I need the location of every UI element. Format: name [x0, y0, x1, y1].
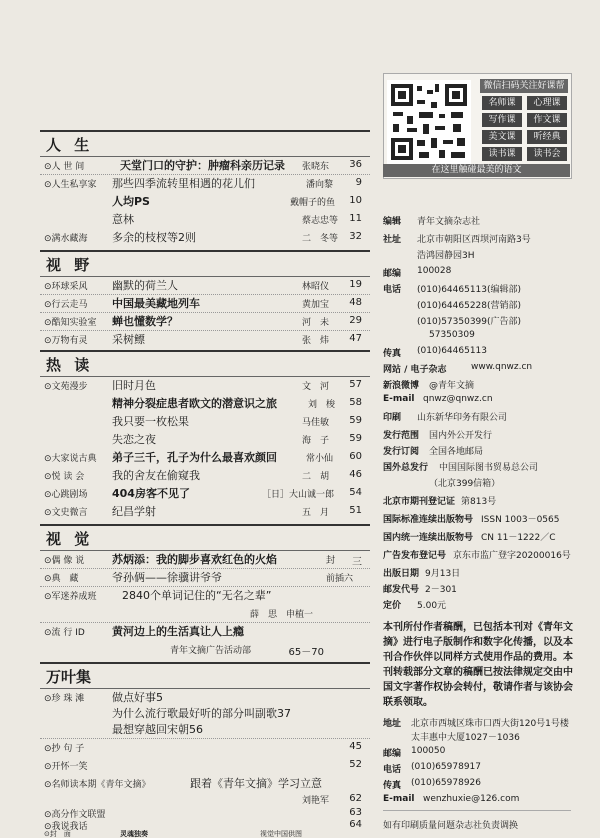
author: 马佳敏	[302, 418, 330, 428]
article-title: 为什么流行歌最好听的部分叫副歌37	[112, 707, 291, 720]
contact-email: E-mail wenzhuxie@126.com	[383, 794, 520, 804]
author: 二 胡	[302, 472, 330, 482]
page-number: 45	[349, 741, 362, 752]
tag-item[interactable]: 心理课	[527, 96, 567, 110]
column-label: ⊙环球采风	[44, 282, 88, 292]
column-label: ⊙封 面	[44, 830, 71, 838]
column-label: ⊙高分作文联盟	[44, 810, 106, 820]
tag-item[interactable]: 写作课	[482, 113, 522, 127]
article-title: 幽默的荷兰人	[112, 279, 178, 292]
section-title: 万叶集	[46, 668, 92, 686]
toc-row[interactable]	[40, 720, 370, 739]
toc-row[interactable]	[40, 294, 370, 313]
column-label: ⊙心跳剧场	[44, 490, 88, 500]
page-number: 58	[349, 397, 362, 408]
column-label: ⊙万物有灵	[44, 336, 88, 346]
column-label: ⊙开怀一笑	[44, 762, 88, 772]
author: 常小仙	[306, 454, 334, 464]
page-number: 65－70	[288, 647, 324, 658]
author: 戴帽子的鱼	[290, 198, 336, 208]
article-title: 多余的枝杈等2则	[112, 231, 196, 244]
page-number: 57	[349, 379, 362, 390]
article-title: 意林	[112, 213, 134, 226]
toc-row[interactable]	[40, 330, 370, 348]
tag-item[interactable]: 读书会	[527, 147, 567, 161]
author: 蔡志忠等	[302, 216, 339, 226]
column-label: ⊙行云走马	[44, 300, 88, 310]
info-cn: 国内统一连续出版物号 CN 11－1222／C	[383, 533, 556, 543]
info-overseas: 国外总发行 中国国际图书贸易总公司	[383, 463, 539, 473]
section-header-vision	[40, 250, 370, 277]
page-number: 59	[349, 433, 362, 444]
contact-phone: 电话 (010)65978917	[383, 762, 482, 775]
tag-item[interactable]: 听经典	[527, 130, 567, 144]
author: 张 炜	[302, 336, 330, 346]
article-title: 做点好事5	[112, 691, 163, 704]
qr-title: 微信扫码关注好课帮	[480, 79, 568, 93]
info-price: 定价 5.00元	[383, 601, 447, 611]
article-title: 2840个单词记住的“无名之辈”	[122, 589, 272, 602]
page-number: 60	[349, 451, 362, 462]
toc-row[interactable]	[40, 312, 370, 331]
author: 林昭仪	[302, 282, 330, 292]
toc-row[interactable]	[40, 228, 370, 246]
article-title: 我的舍友在偷窥我	[112, 469, 200, 482]
contact-address: 地址 北京市西城区珠市口西大街120号1号楼	[383, 719, 569, 729]
toc-row	[40, 604, 370, 623]
article-title: 最想穿越回宋朝56	[112, 723, 203, 736]
toc-row[interactable]	[40, 210, 370, 228]
toc-row	[40, 640, 370, 658]
section-header-wanyeji	[40, 662, 370, 689]
page-number: 62	[349, 793, 362, 804]
page-number: 59	[349, 415, 362, 426]
page-number: 29	[349, 315, 362, 326]
page-number: 10	[349, 195, 362, 206]
author: ［日］大山诚一郎	[262, 490, 335, 500]
toc-row[interactable]	[40, 276, 370, 295]
page-number: 51	[349, 505, 362, 516]
tag-item[interactable]: 读书课	[482, 147, 522, 161]
page-number: 47	[349, 333, 362, 344]
section-header-life	[40, 130, 370, 157]
article-title: 中国最美藏地列车	[112, 297, 200, 310]
section-title: 视 觉	[46, 530, 94, 548]
article-title: 爷孙俩——徐骥讲爷爷	[112, 571, 222, 584]
toc-row[interactable]	[40, 192, 370, 210]
contact-fax: 传真 (010)65978926	[383, 778, 482, 791]
article-title: 黄河边上的生活真让人上瘾	[112, 625, 244, 638]
column-label: ⊙大家说古典	[44, 454, 97, 464]
article-title: 404房客不见了	[112, 487, 190, 500]
article-title: 失恋之夜	[112, 433, 156, 446]
page-number: 32	[349, 231, 362, 242]
page-number: 54	[349, 487, 362, 498]
author: 张晓东	[302, 162, 330, 172]
page-number: 48	[349, 297, 362, 308]
page-number: 19	[349, 279, 362, 290]
page-number: 63	[349, 807, 362, 818]
info-subscription: 发行订阅 全国各地邮局	[383, 447, 484, 457]
column-label: ⊙典 藏	[44, 574, 79, 584]
quality-footer: 如有印刷质量问题杂志社负责调换	[383, 821, 519, 831]
info-printer: 印刷 山东新华印务有限公司	[383, 413, 508, 423]
column-label: ⊙文史微言	[44, 508, 88, 518]
author: 海 子	[302, 436, 330, 446]
column-label: ⊙名师读本期《青年文摘》	[44, 780, 151, 790]
author: 青年文摘广告活动部	[170, 646, 252, 656]
toc-row[interactable]	[40, 174, 370, 192]
author: 二 冬等	[302, 234, 339, 244]
column-label: ⊙人生私享家	[44, 180, 97, 190]
article-title: 弟子三千，孔子为什么最喜欢颜回	[112, 451, 277, 464]
qr-code-icon[interactable]	[387, 80, 475, 164]
section-header-visual	[40, 524, 370, 551]
toc-row[interactable]	[40, 376, 370, 394]
page-number: 11	[349, 213, 362, 224]
toc-row[interactable]	[40, 412, 370, 430]
author: 五 月	[302, 508, 330, 518]
article-title: 跟着《青年文摘》学习立意	[190, 777, 322, 790]
info-editor: 编辑 青年文摘杂志社	[383, 217, 481, 227]
toc-row[interactable]	[40, 586, 370, 604]
article-title: 纪昌学射	[112, 505, 156, 518]
toc-row[interactable]	[40, 502, 370, 520]
qr-footer: 在这里触碰最美的语文	[383, 164, 570, 177]
author: 黄加宝	[302, 300, 330, 310]
article-title: 旧时月色	[112, 379, 156, 392]
column-label: ⊙文苑漫步	[44, 382, 88, 392]
copyright-notice: 本刊所付作者稿酬，已包括本刊对《青年文摘》进行电子版制作和数字化传播，以及本刊合作伙伴以同样方式使用作品的费用。本刊转载部分文章的稿酬已按法律规定交由中国文字著作权协会转付，敬请作者与该协会联系领取。	[383, 622, 573, 708]
page-number: 46	[349, 469, 362, 480]
section-title: 热 读	[46, 356, 94, 374]
info-weibo: 新浪微博 @青年文摘	[383, 381, 475, 391]
article-title: 苏炳添：我的脚步喜欢红色的火焰	[112, 553, 277, 566]
author: 潘向黎	[306, 180, 334, 190]
toc-row[interactable]	[40, 448, 370, 466]
article-title: 人均PS	[112, 195, 150, 208]
column-label: ⊙我说我话	[44, 822, 88, 832]
article-title: 天堂门口的守护：肿瘤科亲历记录	[120, 159, 285, 172]
column-label: ⊙悦 读 会	[44, 472, 85, 482]
toc-row[interactable]	[40, 394, 370, 412]
column-label: ⊙偶 像 说	[44, 556, 85, 566]
tag-item[interactable]: 名师课	[482, 96, 522, 110]
author: 刘艳军	[302, 796, 330, 806]
author: 河 未	[302, 318, 330, 328]
info-pub-date: 出版日期 9月13日	[383, 569, 461, 579]
article-title: 蝉也懂数学？	[112, 315, 178, 328]
info-phone: 电话 (010)64465113(编辑部)	[383, 285, 522, 295]
article-title: 采树鳔	[112, 333, 145, 346]
toc-row[interactable]	[40, 466, 370, 484]
author: 文 河	[302, 382, 330, 392]
info-postal-code: 邮发代号 2－301	[383, 585, 457, 595]
column-label: ⊙人 世 间	[44, 162, 85, 172]
contact-postcode: 邮编 100050	[383, 746, 446, 759]
author: 封	[326, 556, 336, 566]
page-number: 36	[349, 159, 362, 170]
article-title: 我只要一枚松果	[112, 415, 189, 428]
info-registration: 北京市期刊登记证 第813号	[383, 497, 497, 507]
section-title: 人 生	[46, 136, 94, 154]
toc-row[interactable]	[40, 756, 370, 774]
page-number: 64	[349, 819, 362, 830]
toc-row[interactable]	[40, 484, 370, 502]
author: 刘 梭	[308, 400, 336, 410]
section-header-hot-reads	[40, 350, 370, 377]
page-number: 52	[349, 759, 362, 770]
column-label: ⊙珍 珠 滩	[44, 694, 85, 704]
toc-row[interactable]	[40, 550, 370, 569]
column-label: ⊙满水藏海	[44, 234, 88, 244]
tag-item[interactable]: 作文课	[527, 113, 567, 127]
article-title: 精神分裂症患者欧文的潜意识之旅	[112, 397, 277, 410]
info-website: 网站 / 电子杂志 www.qnwz.cn	[383, 362, 533, 375]
info-postcode: 邮编 100028	[383, 266, 452, 279]
toc-row[interactable]	[40, 430, 370, 448]
author: 视觉中国供图	[260, 830, 302, 838]
toc-row[interactable]	[40, 156, 370, 175]
article-title: 灵魂独奏	[120, 830, 148, 838]
info-issn: 国际标准连续出版物号 ISSN 1003－0565	[383, 515, 560, 525]
column-label: ⊙酷知实验室	[44, 318, 97, 328]
column-label: ⊙军迷养成班	[44, 592, 97, 602]
column-label: ⊙抄 句 子	[44, 744, 85, 754]
author: 前插六	[326, 574, 354, 584]
toc-row[interactable]	[40, 738, 370, 756]
info-email: E-mail qnwz@qnwz.cn	[383, 394, 493, 404]
page-number: 9	[355, 177, 362, 188]
info-address: 社址 北京市朝阳区西坝河南路3号	[383, 235, 531, 245]
article-title: 那些四季流转里相遇的花儿们	[112, 177, 255, 190]
info-fax: 传真 (010)64465113	[383, 346, 488, 359]
tag-item[interactable]: 美文课	[482, 130, 522, 144]
column-label: ⊙流 行 ID	[44, 628, 85, 638]
author: 薛 思 申植一	[250, 610, 314, 620]
info-distribution-scope: 发行范围 国内外公开发行	[383, 431, 493, 441]
section-title: 视 野	[46, 256, 94, 274]
toc-row[interactable]	[40, 568, 370, 587]
info-ad-license: 广告发布登记号 京东市监广登字20200016号	[383, 551, 571, 561]
page-number: 三	[352, 557, 362, 568]
divider	[383, 810, 571, 811]
toc-row[interactable]	[40, 622, 370, 640]
